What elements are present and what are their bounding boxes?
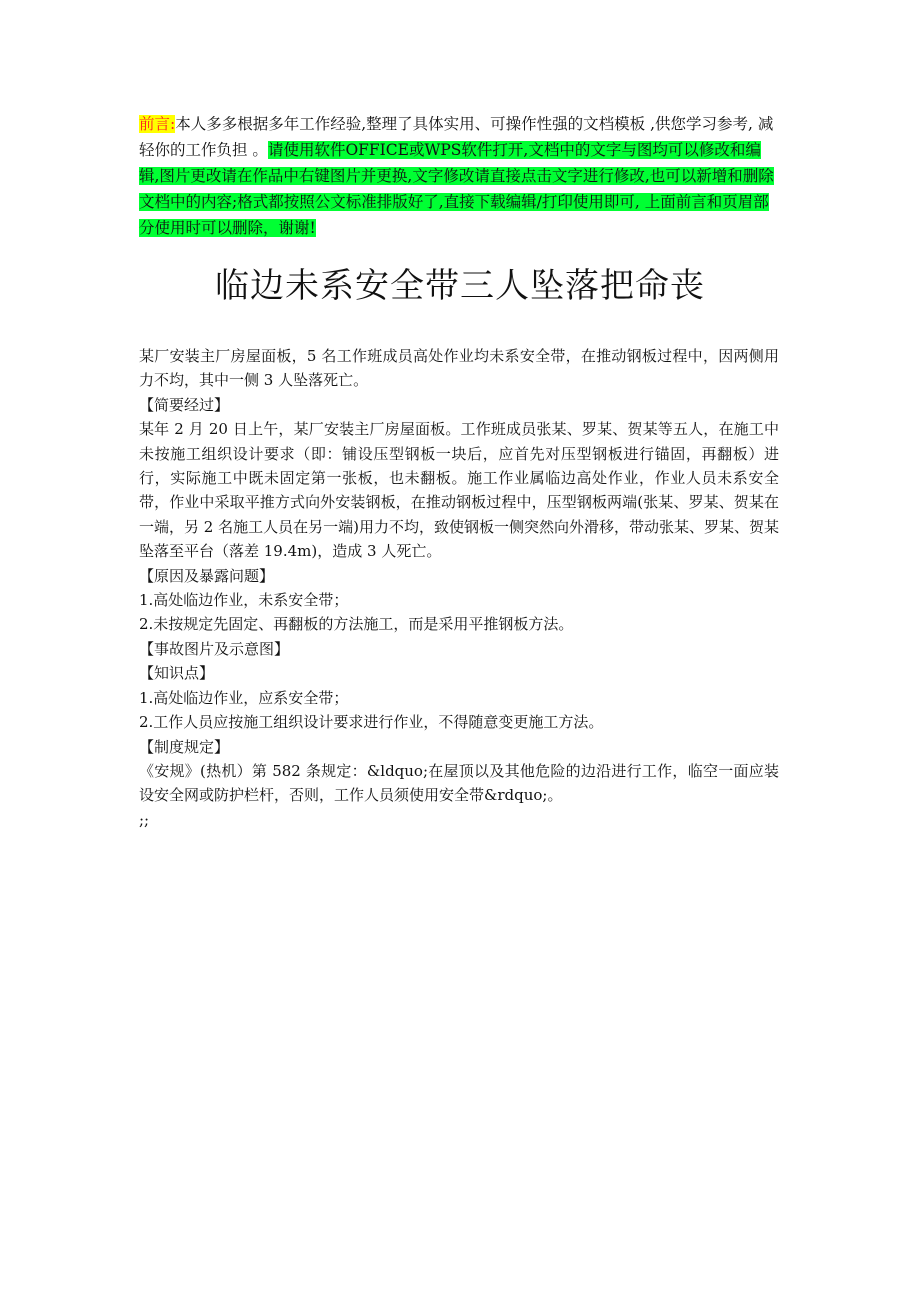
knowledge-item-1: 1.高处临边作业，应系安全带； bbox=[139, 688, 349, 707]
preface-label: 前言: bbox=[139, 115, 176, 133]
section-heading-rules: 【制度规定】 bbox=[139, 737, 230, 756]
trailing-text: ;; bbox=[139, 810, 150, 829]
section-heading-causes: 【原因及暴露问题】 bbox=[139, 566, 275, 585]
preface-block bbox=[139, 111, 779, 241]
section-heading-knowledge: 【知识点】 bbox=[139, 664, 215, 683]
document-body bbox=[139, 344, 779, 832]
incident-paragraph: 某年 2 月 20 日上午，某厂安装主厂房屋面板。工作班成员张某、罗某、贺某等五人，在施工中未按施工组织设计要求（即：铺设压型钢板一块后，应首先对压型钢板进行锚固，再翻板）进行，实际施工中既未固定第一张板，也未翻板。施工作业属临边高处作业，作业人员未系安全带，作业中采取平推方式向外安装钢板，在推动钢板过程中，压型钢板两端(张某、罗某、贺某在一端，另 2 名施工人员在另一端)用力不均，致使钢板一侧突然向外滑移，带动张某、罗某、贺某坠落至平台（落差 19.4m)，造成 3 人死亡。 bbox=[139, 420, 779, 561]
preface-text-intro: 本人多多根据多年工作经验,整理了具体实用、可操作性强的文档模板 ,供您学习参考, 减轻你的工作负担 。 bbox=[139, 115, 774, 159]
section-heading-pictures: 【事故图片及示意图】 bbox=[139, 639, 290, 658]
document-title: 临边未系安全带三人坠落把命丧 bbox=[215, 266, 705, 306]
cause-item-1: 1.高处临边作业，未系安全带； bbox=[139, 591, 349, 610]
knowledge-item-2: 2.工作人员应按施工组织设计要求进行作业，不得随意变更施工方法。 bbox=[139, 713, 604, 732]
preface-text-instructions: 请使用软件OFFICE或WPS软件打开,文档中的文字与图均可以修改和编辑,图片更改请在作品中右键图片并更换,文字修改请直接点击文字进行修改,也可以新增和删除文档中的内容;格式都按照公文标准排版好了,直接下载编辑/打印使用即可, 上面前言和页眉部分使用时可以删除，谢谢! bbox=[139, 141, 774, 237]
cause-item-2: 2.未按规定先固定、再翻板的方法施工，而是采用平推钢板方法。 bbox=[139, 615, 574, 634]
summary-paragraph: 某厂安装主厂房屋面板，5 名工作班成员高处作业均未系安全带，在推动钢板过程中，因两侧用力不均，其中一侧 3 人坠落死亡。 bbox=[139, 347, 779, 390]
rule-paragraph: 《安规》(热机）第 582 条规定：&ldquo;在屋顶以及其他危险的边沿进行工作，临空一面应装设安全网或防护栏杆，否则，工作人员须使用安全带&rdquo;。 bbox=[139, 761, 779, 805]
section-heading-brief: 【简要经过】 bbox=[139, 395, 230, 414]
